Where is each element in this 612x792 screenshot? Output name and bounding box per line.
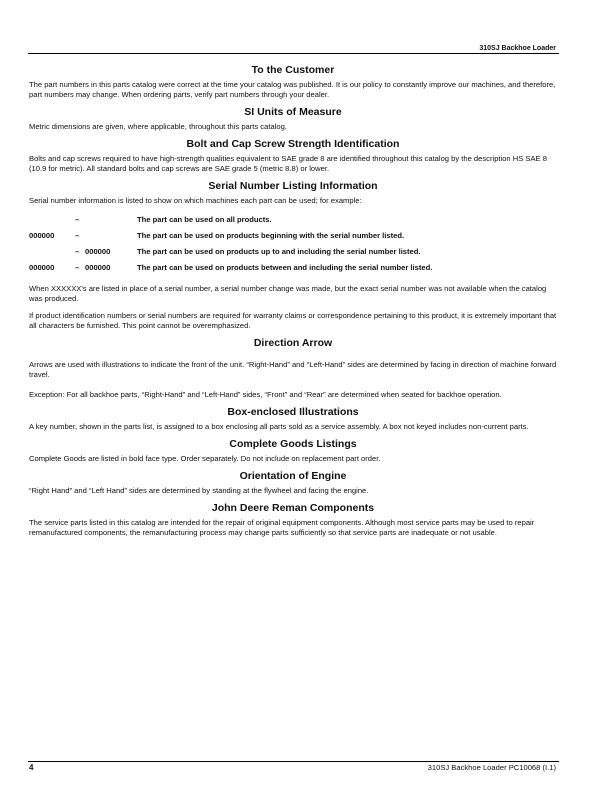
- table-row: [29, 260, 432, 276]
- serial-from: [29, 244, 75, 260]
- running-header: 310SJ Backhoe Loader: [479, 45, 556, 52]
- serial-to: [85, 228, 137, 244]
- serial-description: The part can be used on products beginning with the serial number listed.: [137, 231, 405, 240]
- heading-box-enclosed: Box-enclosed Illustrations: [227, 406, 359, 418]
- serial-note-xxxxxx: When XXXXXX's are listed in place of a serial number, a serial number change was made, but the exact serial number was not available when the catalog was produced.: [29, 284, 547, 303]
- arrow-exception-paragraph: Exception: For all backhoe parts, “Right-Hand” and “Left-Hand” sides, “Front” and “Rear” are determined when seated for backhoe operation.: [29, 390, 502, 399]
- footer-rule: [28, 761, 559, 762]
- bolt-paragraph: Bolts and cap screws required to have high-strength qualities equivalent to SAE grade 8 are identified throughout this catalog by the description HS SAE 8 (10.9 for metric). All standard bolts and cap screws are SAE grade 5 (metric 8.8) or lower.: [29, 154, 547, 173]
- serial-description: The part can be used on products between and including the serial number listed.: [137, 263, 433, 272]
- heading-to-the-customer: To the Customer: [251, 64, 335, 76]
- heading-orientation-engine: Orientation of Engine: [239, 470, 347, 482]
- serial-dash: –: [75, 231, 80, 240]
- heading-bolt-strength: Bolt and Cap Screw Strength Identification: [186, 138, 400, 150]
- serial-note-warranty: If product identification numbers or serial numbers are required for warranty claims or correspondence pertaining to this product, it is extremely important that all characters be furnished. This point cannot be overemphasized.: [29, 311, 557, 330]
- customer-paragraph: The part numbers in this parts catalog were correct at the time your catalog was published. It is our policy to constantly improve our machines, and therefore, part numbers may change. When ordering parts, verify part numbers through your dealer.: [29, 80, 556, 99]
- heading-direction-arrow: Direction Arrow: [253, 337, 333, 349]
- engine-paragraph: “Right Hand” and “Left Hand” sides are determined by standing at the flywheel and facing the engine.: [29, 486, 369, 495]
- table-row: [29, 244, 432, 260]
- arrow-paragraph: Arrows are used with illustrations to indicate the front of the unit. “Right-Hand” and “Left-Hand” sides are determined by facing in direction of machine forward travel.: [29, 360, 557, 379]
- serial-to: 000000: [85, 247, 111, 256]
- heading-serial-number: Serial Number Listing Information: [208, 180, 378, 192]
- serial-description: The part can be used on products up to and including the serial number listed.: [137, 247, 421, 256]
- serial-from: 000000: [29, 263, 55, 272]
- serial-description: The part can be used on all products.: [137, 215, 272, 224]
- page-content: [29, 58, 557, 538]
- serial-example-table: [29, 212, 432, 276]
- serial-dash: –: [75, 215, 80, 224]
- complete-goods-paragraph: Complete Goods are listed in bold face type. Order separately. Do not include on replacement part order.: [29, 454, 381, 463]
- si-units-paragraph: Metric dimensions are given, where applicable, throughout this parts catalog.: [29, 122, 287, 131]
- serial-intro: Serial number information is listed to show on which machines each part can be used; for example:: [29, 196, 362, 205]
- heading-si-units: SI Units of Measure: [244, 106, 342, 118]
- table-row: [29, 228, 432, 244]
- header-rule: [28, 53, 559, 54]
- table-row: [29, 212, 432, 228]
- serial-to: [85, 212, 137, 228]
- serial-to: 000000: [85, 263, 111, 272]
- serial-dash: –: [75, 263, 80, 272]
- heading-reman-components: John Deere Reman Components: [211, 502, 375, 514]
- serial-from: 000000: [29, 231, 55, 240]
- serial-dash: –: [75, 247, 80, 256]
- box-paragraph: A key number, shown in the parts list, is assigned to a box enclosing all parts sold as a service assembly. A box not keyed includes non-current parts.: [29, 422, 529, 431]
- heading-complete-goods: Complete Goods Listings: [229, 438, 357, 450]
- serial-from: [29, 212, 75, 228]
- footer-doc-id: 310SJ Backhoe Loader PC10068 (I.1): [427, 763, 556, 772]
- page-number: 4: [29, 763, 34, 772]
- reman-paragraph: The service parts listed in this catalog are intended for the repair of original equipment components. Although most service parts may be used to repair remanufactured components, the remanufacturing process may change parts sufficiently so that service parts are inadequate or not usable.: [29, 518, 535, 537]
